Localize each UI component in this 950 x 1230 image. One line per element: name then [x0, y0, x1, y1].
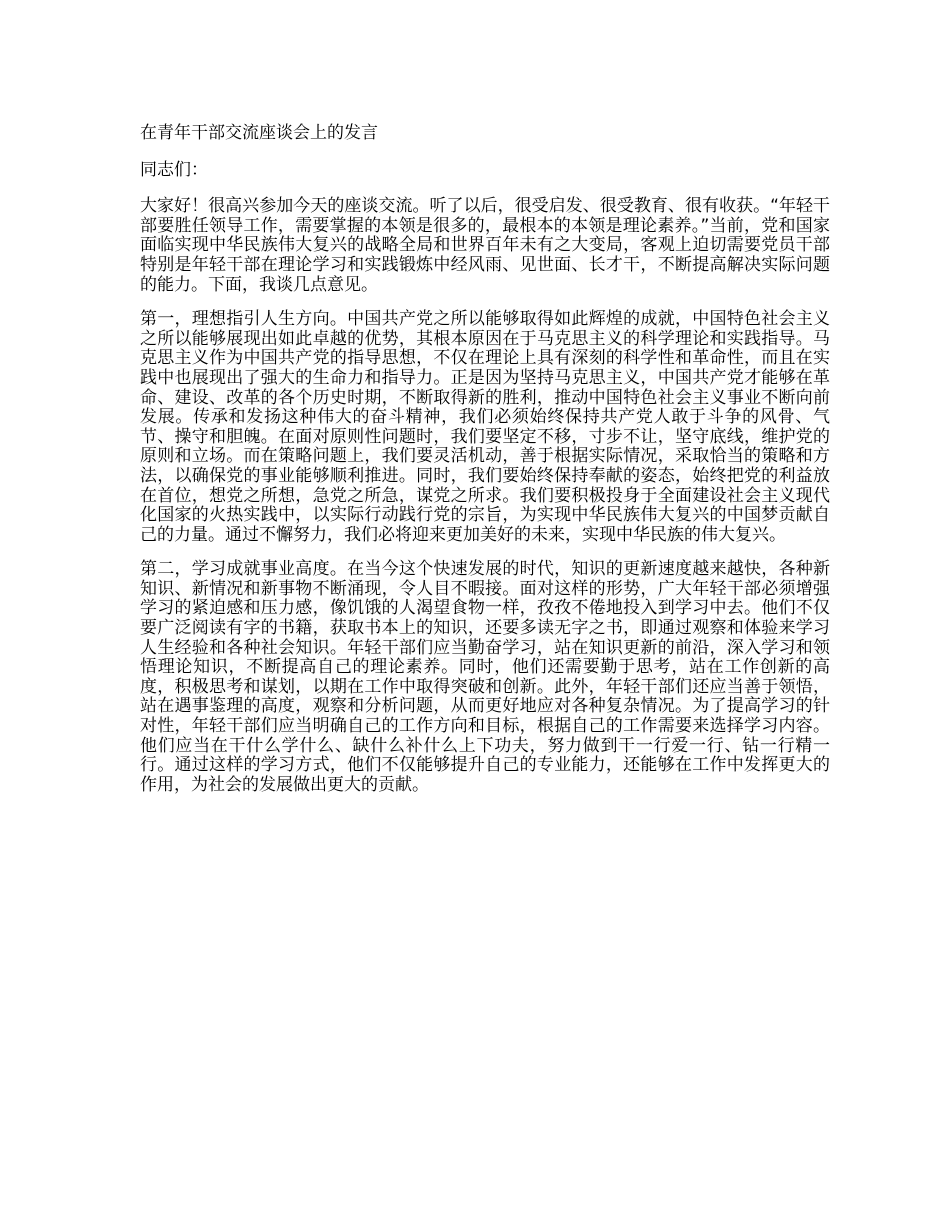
greeting: 同志们：: [140, 159, 208, 180]
document-title: 在青年干部交流座谈会上的发言: [140, 123, 378, 143]
paragraph-opening: 大家好！很高兴参加今天的座谈交流。听了以后，很受启发、很受教育、很有收获。“年轻干部要胜任领导工作，需要掌握的本领是很多的，最根本的本领是理论素养。”当前，党和国家面临实现中华民族伟大复兴的战略全局和世界百年未有之大变局，客观上迫切需要党员干部特别是年轻干部在理论学习和实践锻炼中经风雨、见世面、长才干，不断提高解决实际问题的能力。下面，我谈几点意见。: [140, 196, 830, 295]
paragraph-point-one: 第一，理想指引人生方向。中国共产党之所以能够取得如此辉煌的成就，中国特色社会主义之所以能够展现出如此卓越的优势，其根本原因在于马克思主义的科学理论和实践指导。马克思主义作为中国共产党的指导思想，不仅在理论上具有深刻的科学性和革命性，而且在实践中也展现出了强大的生命力和指导力。正是因为坚持马克思主义，中国共产党才能够在革命、建设、改革的各个历史时期，不断取得新的胜利，推动中国特色社会主义事业不断向前发展。传承和发扬这种伟大的奋斗精神，我们必须始终保持共产党人敢于斗争的风骨、气节、操守和胆魄。在面对原则性问题时，我们要坚定不移，寸步不让，坚守底线，维护党的原则和立场。而在策略问题上，我们要灵活机动，善于根据实际情况，采取恰当的策略和方法，以确保党的事业能够顺利推进。同时，我们要始终保持奉献的姿态，始终把党的利益放在首位，想党之所想，急党之所急，谋党之所求。我们要积极投身于全面建设社会主义现代化国家的火热实践中，以实际行动践行党的宗旨，为实现中华民族伟大复兴的中国梦贡献自己的力量。通过不懈努力，我们必将迎来更加美好的未来，实现中华民族的伟大复兴。: [140, 309, 830, 545]
document-page: [140, 124, 830, 810]
paragraph-point-two: 第二，学习成就事业高度。在当今这个快速发展的时代，知识的更新速度越来越快，各种新知识、新情况和新事物不断涌现，令人目不暇接。面对这样的形势，广大年轻干部必须增强学习的紧迫感和压力感，像饥饿的人渴望食物一样，孜孜不倦地投入到学习中去。他们不仅要广泛阅读有字的书籍，获取书本上的知识，还要多读无字之书，即通过观察和体验来学习人生经验和各种社会知识。年轻干部们应当勤奋学习，站在知识更新的前沿，深入学习和领悟理论知识，不断提高自己的理论素养。同时，他们还需要勤于思考，站在工作创新的高度，积极思考和谋划，以期在工作中取得突破和创新。此外，年轻干部们还应当善于领悟，站在遇事鉴理的高度，观察和分析问题，从而更好地应对各种复杂情况。为了提高学习的针对性，年轻干部们应当明确自己的工作方向和目标，根据自己的工作需要来选择学习内容。他们应当在干什么学什么、缺什么补什么上下功夫，努力做到干一行爱一行、钻一行精一行。通过这样的学习方式，他们不仅能够提升自己的专业能力，还能够在工作中发挥更大的作用，为社会的发展做出更大的贡献。: [140, 559, 830, 795]
